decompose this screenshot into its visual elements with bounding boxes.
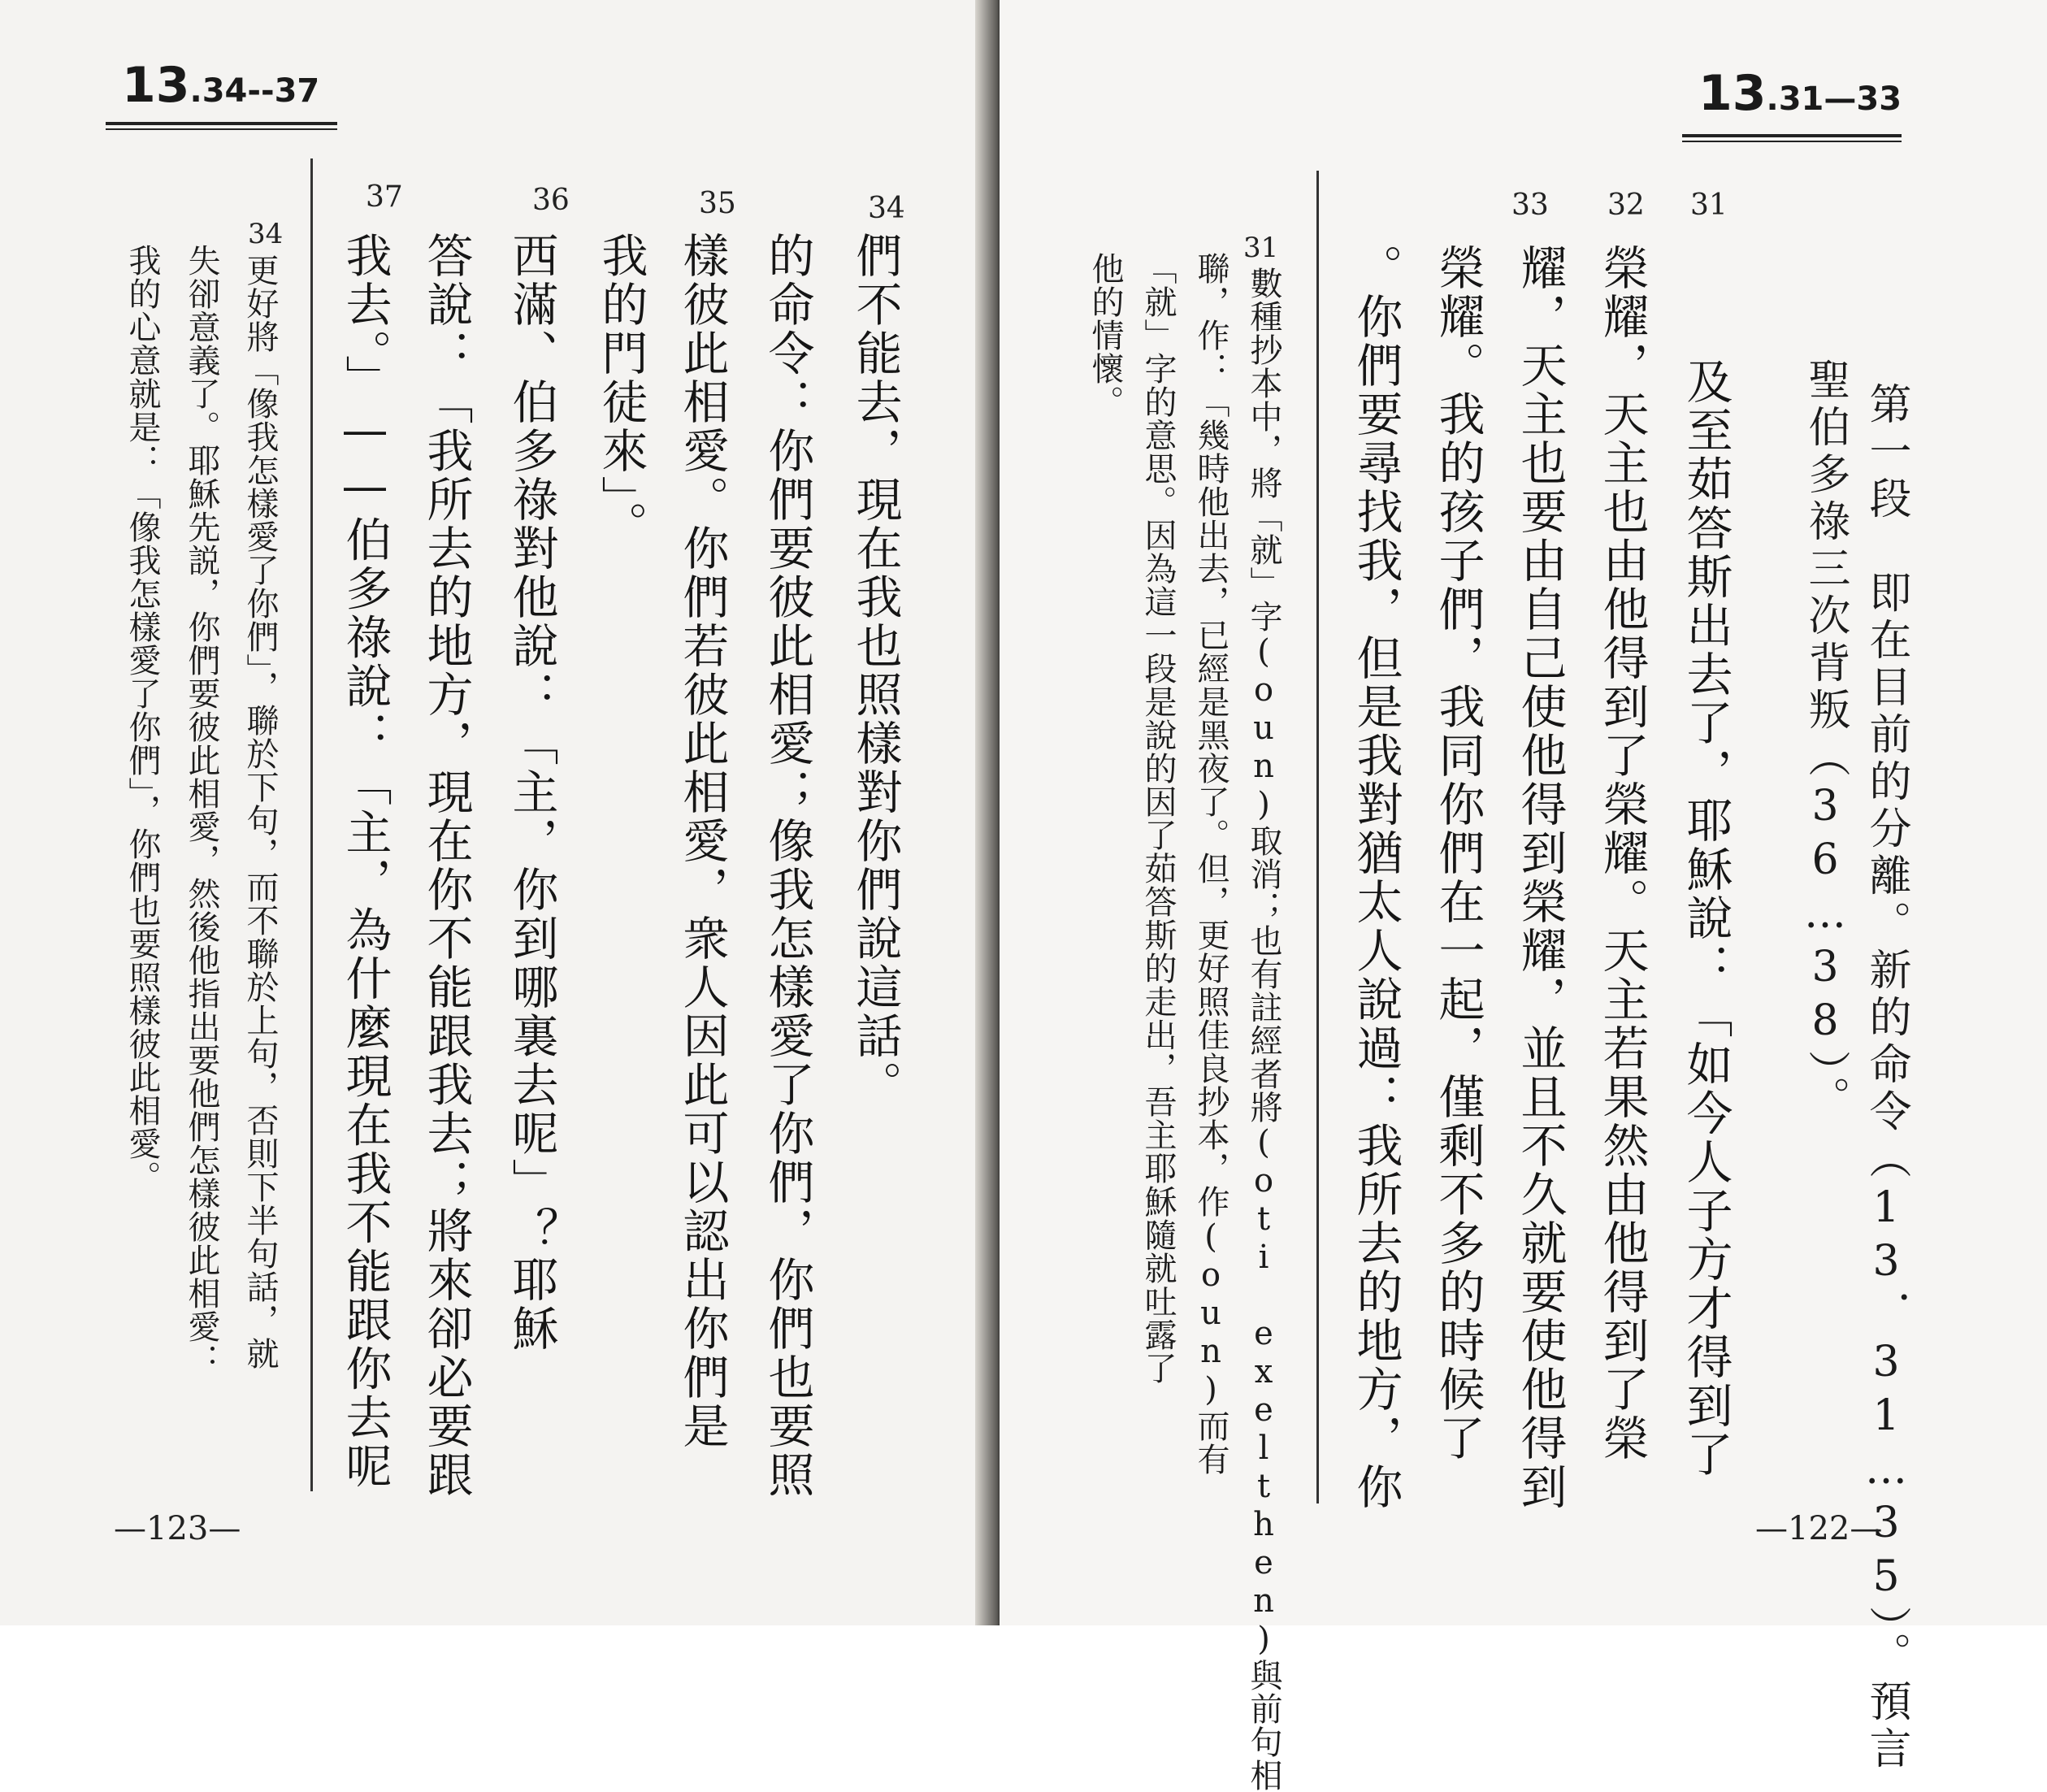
left-note-label: 34 <box>248 218 284 250</box>
left-page-reference: 13.34--37 <box>122 57 320 114</box>
verse-number-36: 36 <box>532 184 570 217</box>
section-title: 第一段 即在目前的分離。新的命令（13．31…35）。預言 <box>1862 382 1910 1773</box>
verse-number-37: 37 <box>366 180 403 214</box>
right-footnote-line-1: 數種抄本中，將「就」字(oun)取消；也有註經者將(oti exelthen)與前句相 <box>1245 267 1282 1792</box>
right-text-column-1: 及至茹答斯出去了，耶穌說：「如今人子方才得到了 <box>1679 358 1733 1479</box>
left-text-column-5: 西滿、伯多祿對他說：「主，你到哪裏去呢」？耶穌 <box>505 232 558 1353</box>
verse-number-35: 35 <box>699 187 736 220</box>
right-header-rule <box>1682 134 1902 137</box>
verse-number-31: 31 <box>1690 189 1728 222</box>
left-page <box>0 0 987 1625</box>
left-text-column-6: 答說：「我所去的地方，現在你不能跟我去；將來卻必要跟 <box>419 232 473 1499</box>
right-text-column-3: 耀，天主也要由自己使他得到榮耀，並且不久就要使他得到 <box>1513 244 1567 1512</box>
left-text-column-7: 我去。」——伯多祿說：「主，為什麼現在我不能跟你去呢 <box>338 232 392 1491</box>
left-text-column-4: 我的門徒來」。 <box>594 232 648 550</box>
verse-number-34: 34 <box>868 192 905 225</box>
right-text-column-5: 。你們要尋找我，但是我對猶太人說過：我所去的地方，你 <box>1349 244 1403 1512</box>
right-header-rule-2 <box>1682 141 1902 142</box>
left-text-column-2: 的命令：你們要彼此相愛；像我怎樣愛了你們，你們也要照 <box>761 232 814 1499</box>
left-footnote-line-2: 失卻意義了。耶穌先説，你們要彼此相愛，然後他指出要他們怎樣彼此相愛： <box>183 244 220 1377</box>
right-text-column-2: 榮耀，天主也由他得到了榮耀。天主若果然由他得到了榮 <box>1595 244 1649 1463</box>
left-page-number: —123— <box>114 1510 241 1547</box>
right-footnote-line-3: 「就」字的意思。因為這一段是說的因了茹答斯的走出，吾主耶穌隨就吐露了 <box>1139 252 1177 1385</box>
right-page <box>1000 0 2047 1792</box>
left-footnote-line-3: 我的心意就是：「像我怎樣愛了你們」，你們也要照樣彼此相愛。 <box>124 244 161 1194</box>
right-note-label: 31 <box>1243 232 1279 264</box>
left-text-column-3: 樣彼此相愛。你們若彼此相愛，衆人因此可以認出你們是 <box>675 232 729 1451</box>
right-text-column-4: 榮耀。我的孩子們，我同你們在一起，僅剩不多的時候了 <box>1431 244 1485 1463</box>
verse-number-33: 33 <box>1511 189 1549 222</box>
left-header-rule <box>106 122 337 125</box>
right-notes-divider <box>1316 171 1319 1503</box>
right-page-reference: 13.31—33 <box>1698 65 1902 122</box>
right-footnote-line-2: 聯，作：「幾時他出去，已經是黑夜了。但，更好照佳良抄本，作(oun)而有 <box>1192 252 1230 1476</box>
right-page-number: —122— <box>1755 1510 1883 1547</box>
section-subtitle: 聖伯多祿三次背叛（36…38）。 <box>1801 358 1850 1123</box>
left-notes-divider <box>310 158 313 1491</box>
verse-number-32: 32 <box>1607 189 1645 222</box>
right-footnote-line-4: 他的情懷。 <box>1086 252 1124 419</box>
left-footnote-line-1: 更好將「像我怎樣愛了你們」，聯於下句，而不聯於上句，否則下半句話，就 <box>241 254 279 1370</box>
left-text-column-1: 們不能去，現在我也照樣對你們說這話。 <box>848 232 902 1109</box>
left-header-rule-2 <box>106 128 337 130</box>
